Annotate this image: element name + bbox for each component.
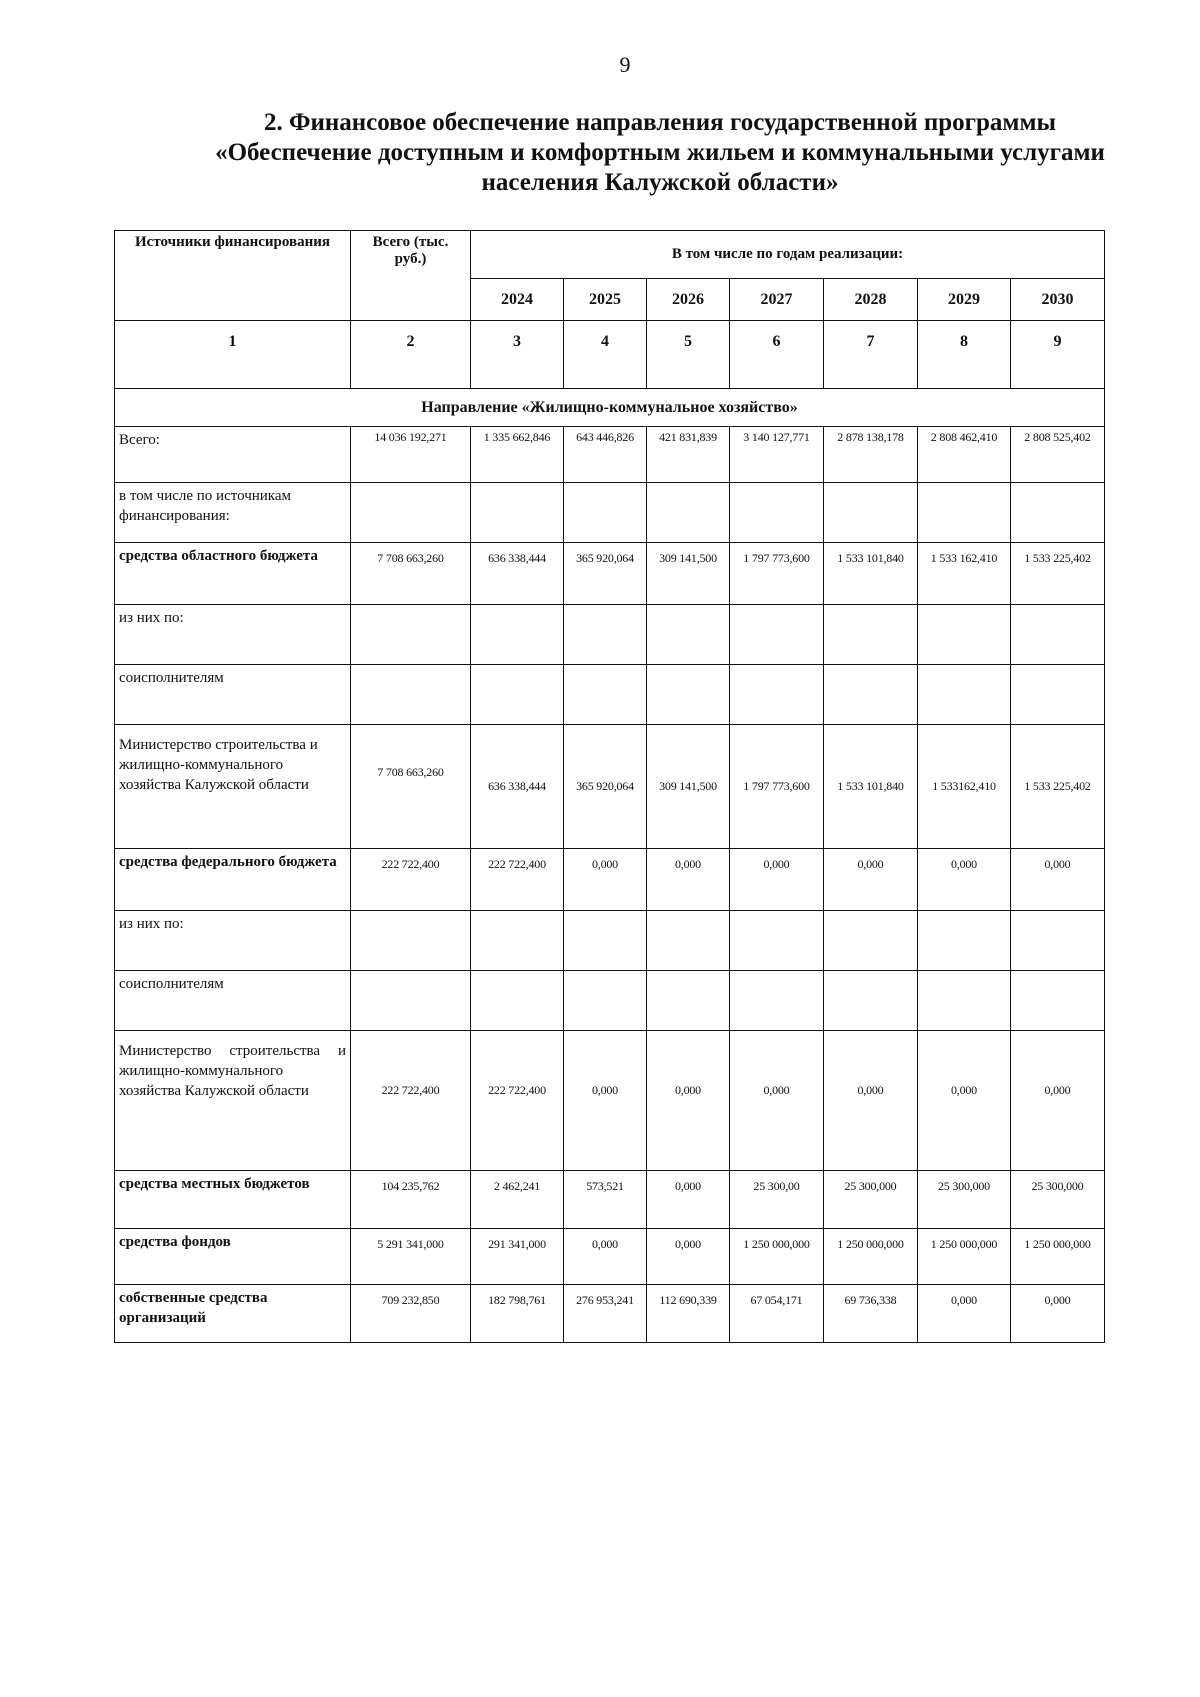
- cell-value: 1 250 000,000: [730, 1229, 824, 1285]
- cell-value: 0,000: [564, 1229, 647, 1285]
- cell-value: 573,521: [564, 1171, 647, 1229]
- cell-value: 636 338,444: [471, 543, 564, 605]
- row-label: соисполнителям: [115, 665, 351, 725]
- cell-value: 709 232,850: [351, 1285, 471, 1343]
- page-number: 9: [619, 52, 631, 77]
- table-row: [115, 725, 1105, 849]
- cell-value: [824, 605, 918, 665]
- table-row: [115, 971, 1105, 1031]
- row-label: собственные средства организаций: [115, 1285, 351, 1343]
- row-label: Министерство строительства и жилищно-коммунального хозяйства Калужской области: [115, 725, 351, 849]
- cell-value: 309 141,500: [647, 725, 730, 849]
- cell-value: [730, 971, 824, 1031]
- table-row: [115, 483, 1105, 543]
- column-number: 2: [351, 321, 471, 389]
- column-number: 6: [730, 321, 824, 389]
- cell-value: 222 722,400: [351, 1031, 471, 1171]
- cell-value: [824, 911, 918, 971]
- cell-value: [471, 971, 564, 1031]
- cell-value: [730, 911, 824, 971]
- cell-value: 1 250 000,000: [824, 1229, 918, 1285]
- cell-value: 1 533 225,402: [1011, 543, 1105, 605]
- cell-value: 1 250 000,000: [1011, 1229, 1105, 1285]
- cell-value: 25 300,000: [824, 1171, 918, 1229]
- cell-value: 104 235,762: [351, 1171, 471, 1229]
- cell-value: 67 054,171: [730, 1285, 824, 1343]
- cell-value: 112 690,339: [647, 1285, 730, 1343]
- table-row: [115, 543, 1105, 605]
- title-line-3: населения Калужской области»: [481, 169, 839, 196]
- cell-value: 1 335 662,846: [471, 427, 564, 483]
- cell-value: 0,000: [1011, 1031, 1105, 1171]
- document-title: [180, 108, 1140, 198]
- cell-value: 0,000: [1011, 1285, 1105, 1343]
- financing-table: [114, 230, 1105, 1343]
- cell-value: [647, 665, 730, 725]
- cell-value: 0,000: [918, 849, 1011, 911]
- table-row: [115, 427, 1105, 483]
- cell-value: 69 736,338: [824, 1285, 918, 1343]
- cell-value: 0,000: [824, 1031, 918, 1171]
- column-number: 8: [918, 321, 1011, 389]
- row-label: из них по:: [115, 605, 351, 665]
- cell-value: 0,000: [647, 849, 730, 911]
- column-number: 1: [115, 321, 351, 389]
- cell-value: 365 920,064: [564, 725, 647, 849]
- cell-value: [918, 483, 1011, 543]
- cell-value: 365 920,064: [564, 543, 647, 605]
- cell-value: [564, 971, 647, 1031]
- cell-value: [1011, 665, 1105, 725]
- header-year: 2027: [730, 279, 824, 321]
- cell-value: 222 722,400: [351, 849, 471, 911]
- column-number: 4: [564, 321, 647, 389]
- cell-value: [730, 483, 824, 543]
- cell-value: [647, 605, 730, 665]
- cell-value: 643 446,826: [564, 427, 647, 483]
- cell-value: [564, 665, 647, 725]
- cell-value: 1 533 162,410: [918, 543, 1011, 605]
- table-row: [115, 605, 1105, 665]
- cell-value: [351, 911, 471, 971]
- cell-value: [1011, 911, 1105, 971]
- cell-value: [564, 911, 647, 971]
- cell-value: [647, 971, 730, 1031]
- column-number: 3: [471, 321, 564, 389]
- table-row: [115, 1285, 1105, 1343]
- cell-value: 1 250 000,000: [918, 1229, 1011, 1285]
- cell-value: [918, 665, 1011, 725]
- cell-value: [564, 483, 647, 543]
- cell-value: [471, 483, 564, 543]
- cell-value: [730, 665, 824, 725]
- header-by-years: В том числе по годам реализации:: [471, 231, 1105, 279]
- row-label: Всего:: [115, 427, 351, 483]
- table-row: [115, 665, 1105, 725]
- row-label: из них по:: [115, 911, 351, 971]
- cell-value: 636 338,444: [471, 725, 564, 849]
- table-row: [115, 1031, 1105, 1171]
- cell-value: 421 831,839: [647, 427, 730, 483]
- cell-value: 5 291 341,000: [351, 1229, 471, 1285]
- cell-value: [351, 605, 471, 665]
- cell-value: [564, 605, 647, 665]
- cell-value: 182 798,761: [471, 1285, 564, 1343]
- cell-value: 276 953,241: [564, 1285, 647, 1343]
- title-line-2: «Обеспечение доступным и комфортным жильем и коммунальными услугами: [215, 139, 1105, 166]
- cell-value: 25 300,00: [730, 1171, 824, 1229]
- cell-value: [1011, 971, 1105, 1031]
- cell-value: 291 341,000: [471, 1229, 564, 1285]
- cell-value: 2 808 462,410: [918, 427, 1011, 483]
- cell-value: [918, 911, 1011, 971]
- cell-value: [471, 911, 564, 971]
- header-year: 2029: [918, 279, 1011, 321]
- cell-value: 3 140 127,771: [730, 427, 824, 483]
- cell-value: [918, 605, 1011, 665]
- header-year: 2026: [647, 279, 730, 321]
- header-year: 2024: [471, 279, 564, 321]
- cell-value: 0,000: [824, 849, 918, 911]
- cell-value: 0,000: [1011, 849, 1105, 911]
- column-number: 7: [824, 321, 918, 389]
- row-label: средства федерального бюджета: [115, 849, 351, 911]
- cell-value: [351, 971, 471, 1031]
- row-label: в том числе по источникам финансирования:: [115, 483, 351, 543]
- cell-value: [351, 483, 471, 543]
- cell-value: 1 797 773,600: [730, 725, 824, 849]
- cell-value: 14 036 192,271: [351, 427, 471, 483]
- header-year: 2025: [564, 279, 647, 321]
- cell-value: [824, 665, 918, 725]
- cell-value: 0,000: [918, 1031, 1011, 1171]
- column-number: 5: [647, 321, 730, 389]
- cell-value: [471, 665, 564, 725]
- title-line-1: 2. Финансовое обеспечение направления государственной программы: [263, 109, 1057, 136]
- cell-value: 25 300,000: [1011, 1171, 1105, 1229]
- cell-value: 0,000: [647, 1031, 730, 1171]
- cell-value: 7 708 663,260: [351, 725, 471, 849]
- cell-value: 1 797 773,600: [730, 543, 824, 605]
- cell-value: [824, 971, 918, 1031]
- row-label: Министерство строительства и жилищно-коммунального хозяйства Калужской области: [115, 1031, 351, 1171]
- header-sources: Источники финансирования: [115, 231, 351, 321]
- cell-value: 25 300,000: [918, 1171, 1011, 1229]
- cell-value: [918, 971, 1011, 1031]
- row-label: соисполнителям: [115, 971, 351, 1031]
- cell-value: 1 533 225,402: [1011, 725, 1105, 849]
- cell-value: 0,000: [918, 1285, 1011, 1343]
- cell-value: [1011, 483, 1105, 543]
- cell-value: [351, 665, 471, 725]
- cell-value: 0,000: [730, 849, 824, 911]
- cell-value: [1011, 605, 1105, 665]
- table-row: [115, 911, 1105, 971]
- table-row: [115, 1171, 1105, 1229]
- cell-value: [471, 605, 564, 665]
- header-year: 2030: [1011, 279, 1105, 321]
- row-label: средства местных бюджетов: [115, 1171, 351, 1229]
- cell-value: 0,000: [564, 849, 647, 911]
- section-title: Направление «Жилищно-коммунальное хозяйство»: [115, 389, 1105, 427]
- header-total: Всего (тыс. руб.): [351, 231, 471, 321]
- cell-value: 0,000: [730, 1031, 824, 1171]
- cell-value: 0,000: [647, 1229, 730, 1285]
- cell-value: [647, 911, 730, 971]
- cell-value: [730, 605, 824, 665]
- column-number: 9: [1011, 321, 1105, 389]
- header-year: 2028: [824, 279, 918, 321]
- table-row: [115, 1229, 1105, 1285]
- cell-value: 0,000: [564, 1031, 647, 1171]
- cell-value: [647, 483, 730, 543]
- table-row: [115, 849, 1105, 911]
- cell-value: 222 722,400: [471, 1031, 564, 1171]
- cell-value: 1 533 101,840: [824, 725, 918, 849]
- cell-value: 2 808 525,402: [1011, 427, 1105, 483]
- cell-value: 0,000: [647, 1171, 730, 1229]
- cell-value: 7 708 663,260: [351, 543, 471, 605]
- cell-value: [824, 483, 918, 543]
- cell-value: 1 533 101,840: [824, 543, 918, 605]
- cell-value: 1 533162,410: [918, 725, 1011, 849]
- cell-value: 2 878 138,178: [824, 427, 918, 483]
- row-label: средства фондов: [115, 1229, 351, 1285]
- cell-value: 309 141,500: [647, 543, 730, 605]
- cell-value: 2 462,241: [471, 1171, 564, 1229]
- cell-value: 222 722,400: [471, 849, 564, 911]
- row-label: средства областного бюджета: [115, 543, 351, 605]
